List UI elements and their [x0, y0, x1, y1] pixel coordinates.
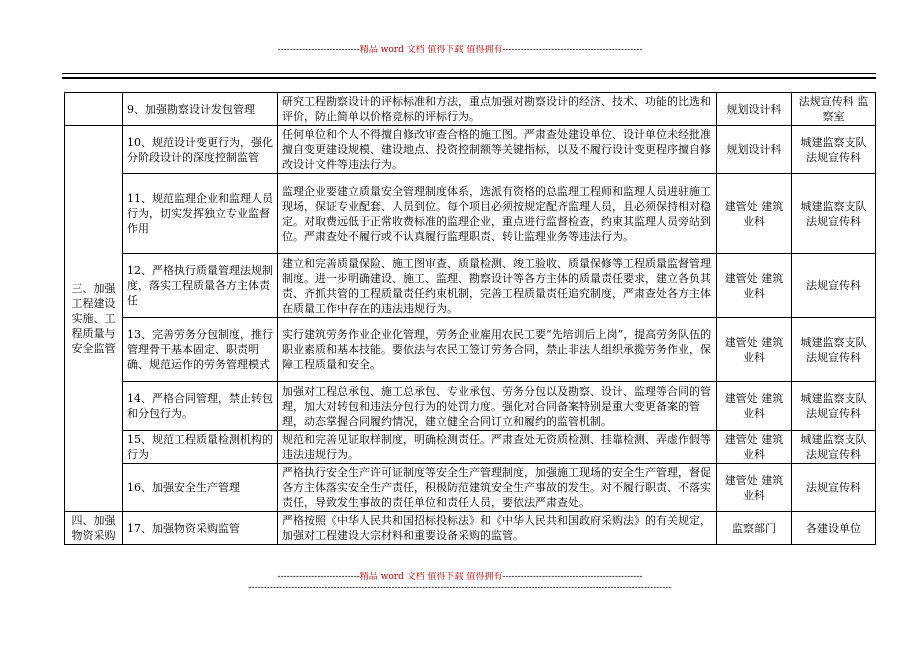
category-cell: 三、加强工程建设实施、工程质量与安全监管 [65, 126, 123, 512]
coop-dept-cell: 法规宣传科 [792, 254, 876, 318]
lead-dept-cell: 建管处 建筑业科 [717, 254, 792, 318]
table-row [65, 126, 876, 174]
measures-table [64, 92, 876, 545]
footer-dashes-left: --------------------------- [277, 572, 360, 582]
footer-banner [0, 572, 920, 583]
category-cell-empty [65, 93, 123, 126]
desc-cell: 任何单位和个人不得擅自修改审查合格的施工图。严肃查处建设单位、设计单位未经批准擅自变更建设规模、建设地点、投资控制额等关键指标，以及不履行设计变更程序擅自修改设计文件等违法行为。 [278, 126, 717, 174]
coop-dept-cell: 城建监察支队 法规宣传科 [792, 382, 876, 431]
item-cell: 13、完善劳务分包制度，推行管理骨干基本固定、职责明确、规范运作的劳务管理模式 [123, 318, 278, 382]
coop-dept-cell: 法规宣传科 监察室 [792, 93, 876, 126]
desc-cell: 建立和完善质量保险、施工图审查、质量检测、竣工验收、质量保修等工程质量监督管理制度。进一步明确建设、施工、监理、勘察设计等各方主体的质量责任要求，建立各负其责、齐抓共管的工程质量责任约束机制，完善工程质量责任追究制度，严肃查处各方主体在质量工作中存在的违法违规行为。 [278, 254, 717, 318]
desc-cell: 监理企业要建立质量安全管理制度体系，选派有资格的总监理工程师和监理人员进驻施工现场，保证专业配套、人员到位。每个项目必须按规定配齐监理人员，且必须保持相对稳定。对取费远低于正常收费标准的监理企业，重点进行监督检查，约束其监理人员旁站到位。严肃查处不履行或不认真履行监理职责、转让监理业务等违法行为。 [278, 174, 717, 254]
item-cell: 15、规范工程质量检测机构的行为 [123, 431, 278, 464]
item-cell: 12、严格执行质量管理法规制度，落实工程质量各方主体责任 [123, 254, 278, 318]
table-row [65, 464, 876, 512]
table-row [65, 382, 876, 431]
footer-banner-text: 精品 word 文档 值得下载 值得拥有 [359, 572, 503, 582]
coop-dept-cell: 法规宣传科 [792, 464, 876, 512]
desc-cell: 实行建筑劳务作业企业化管理，劳务企业雇用农民工要“先培训后上岗”，提高劳务队伍的职业素质和基本技能。要依法与农民工签订劳务合同，禁止非法人组织承揽劳务作业，保障工程质量和安全。 [278, 318, 717, 382]
coop-dept-cell: 城建监察支队 法规宣传科 [792, 318, 876, 382]
item-cell: 17、加强物资采购监管 [123, 512, 278, 545]
header-rule-thick [62, 77, 876, 79]
item-cell: 16、加强安全生产管理 [123, 464, 278, 512]
category-cell: 四、加强物资采购 [65, 512, 123, 545]
header-banner [0, 45, 920, 56]
footer-dash-line: ------------------------------------------------------------------------------------------------------------------------------------------- [248, 583, 672, 593]
lead-dept-cell: 监察部门 [717, 512, 792, 545]
lead-dept-cell: 建管处 建筑业科 [717, 464, 792, 512]
desc-cell: 规范和完善见证取样制度，明确检测责任。严肃查处无资质检测、挂靠检测、弄虚作假等违法违规行为。 [278, 431, 717, 464]
table-row [65, 318, 876, 382]
table-row [65, 431, 876, 464]
desc-cell: 严格按照《中华人民共和国招标投标法》和《中华人民共和国政府采购法》的有关规定，加强对工程建设大宗材料和重要设备采购的监管。 [278, 512, 717, 545]
banner-dashes-left: --------------------------- [277, 45, 360, 55]
table-row [65, 512, 876, 545]
lead-dept-cell: 规划设计科 [717, 126, 792, 174]
item-cell: 11、规范监理企业和监理人员行为，切实发挥独立专业监督作用 [123, 174, 278, 254]
item-cell: 10、规范设计变更行为，强化分阶段设计的深度控制监管 [123, 126, 278, 174]
table-row [65, 174, 876, 254]
lead-dept-cell: 规划设计科 [717, 93, 792, 126]
desc-cell: 严格执行安全生产许可证制度等安全生产管理制度，加强施工现场的安全生产管理，督促各方主体落实安全生产责任，积极防范建筑安全生产事故的发生。对不履行职责、不落实责任，导致发生事故的责任单位和责任人员，要依法严肃查处。 [278, 464, 717, 512]
lead-dept-cell: 建管处 建筑业科 [717, 382, 792, 431]
banner-dashes-right: ---------------------------------------------- [502, 45, 643, 55]
item-cell: 14、严格合同管理，禁止转包和分包行为。 [123, 382, 278, 431]
desc-cell: 研究工程勘察设计的评标标准和方法，重点加强对勘察设计的经济、技术、功能的比选和评价，防止简单以价格竞标的评标行为。 [278, 93, 717, 126]
coop-dept-cell: 城建监察支队 法规宣传科 [792, 126, 876, 174]
lead-dept-cell: 建管处 建筑业科 [717, 174, 792, 254]
lead-dept-cell: 建管处 建筑业科 [717, 318, 792, 382]
coop-dept-cell: 城建监察支队 法规宣传科 [792, 174, 876, 254]
coop-dept-cell: 城建监察支队 法规宣传科 [792, 431, 876, 464]
table-row [65, 254, 876, 318]
header-rule-thin [62, 73, 876, 74]
banner-text: 精品 word 文档 值得下载 值得拥有 [359, 45, 503, 55]
item-cell: 9、加强勘察设计发包管理 [123, 93, 278, 126]
lead-dept-cell: 建管处 建筑业科 [717, 431, 792, 464]
footer-dashes-right: ---------------------------------------------- [502, 572, 643, 582]
table-row [65, 93, 876, 126]
desc-cell: 加强对工程总承包、施工总承包、专业承包、劳务分包以及勘察、设计、监理等合同的管理，加大对转包和违法分包行为的处罚力度。强化对合同备案特别是重大变更备案的管理，动态掌握合同履约情况，建立健全合同订立和履约的监管机制。 [278, 382, 717, 431]
coop-dept-cell: 各建设单位 [792, 512, 876, 545]
